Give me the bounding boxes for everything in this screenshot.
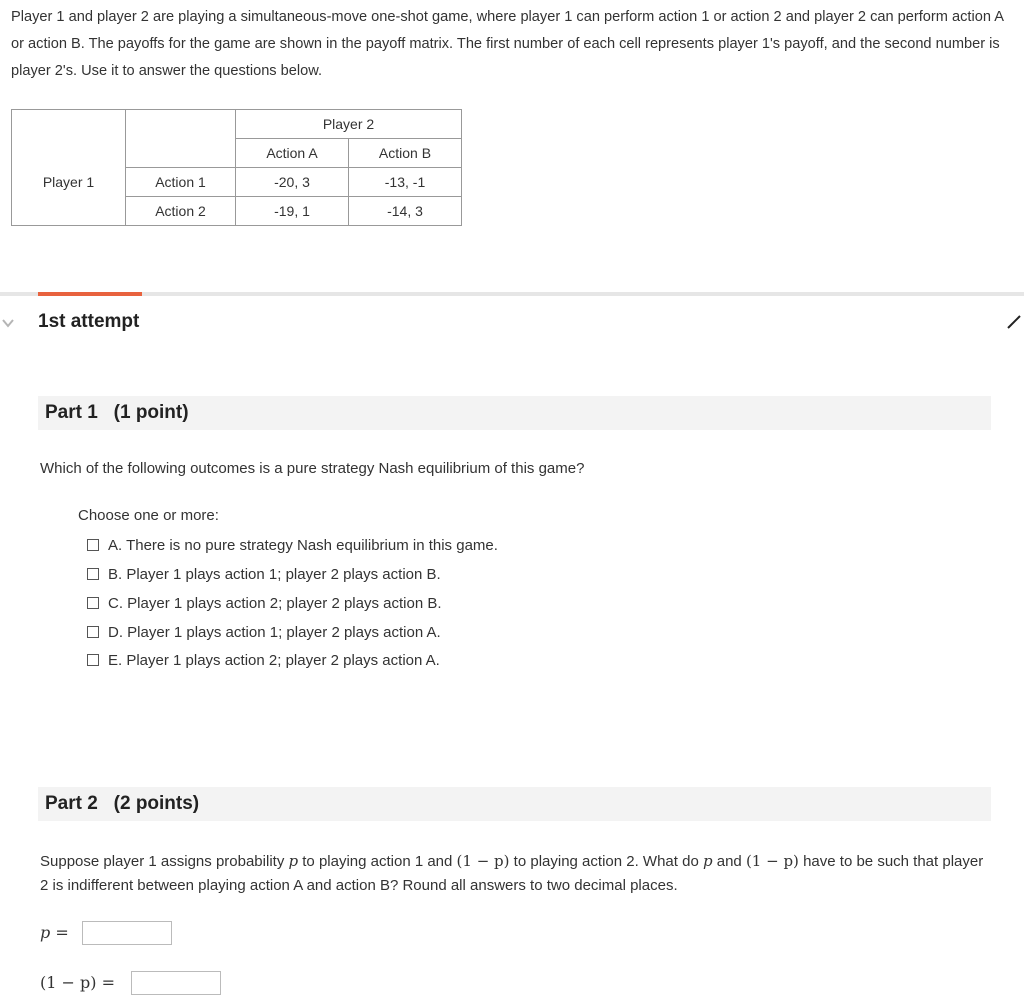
part1-title: Part 1 (1 point) [45,402,189,423]
attempt-heading[interactable]: 1st attempt [38,311,140,332]
edit-pencil-icon[interactable] [1006,312,1024,332]
chevron-down-icon[interactable] [2,315,14,331]
col-header-action-a: Action A [236,139,349,168]
payoff-cell: -19, 1 [236,197,349,226]
player2-label: Player 2 [236,110,462,139]
row-header-action-1: Action 1 [126,168,236,197]
p-answer-input[interactable] [82,921,172,945]
checkbox[interactable] [87,626,99,638]
part1-question: Which of the following outcomes is a pure strategy Nash equilibrium of this game? [40,460,585,477]
payoff-matrix [11,109,462,226]
one-minus-p-label: (1 − p) = [40,973,115,992]
matrix-corner [12,110,126,139]
choose-label: Choose one or more: [78,507,219,524]
option-a[interactable]: A. There is no pure strategy Nash equilibrium in this game. [87,537,498,557]
option-c[interactable]: C. Player 1 plays action 2; player 2 plays action B. [87,595,442,615]
matrix-corner [126,110,236,139]
option-e[interactable]: E. Player 1 plays action 2; player 2 plays action A. [87,652,440,672]
checkbox[interactable] [87,539,99,551]
payoff-cell: -14, 3 [349,197,462,226]
payoff-cell: -13, -1 [349,168,462,197]
part2-question: Suppose player 1 assigns probability p to playing action 1 and (1 − p) to playing action 2. What do p and (1 − p) have to be such that player 2 is indifferent between playing action A and action B? Round all answers to two decimal places. [40,852,984,894]
option-b[interactable]: B. Player 1 plays action 1; player 2 plays action B. [87,566,441,586]
checkbox[interactable] [87,654,99,666]
problem-intro: Player 1 and player 2 are playing a simultaneous-move one-shot game, where player 1 can perform action 1 or action 2 and player 2 can perform action A or action B. The payoffs for the game are shown in the payoff matrix. The first number of each cell represents player 1's payoff, and the second number is player 2's. Use it to answer the questions below. [11,9,1004,79]
part1-header [38,396,991,430]
option-d[interactable]: D. Player 1 plays action 1; player 2 plays action A. [87,624,441,644]
player1-label: Player 1 [12,168,126,197]
checkbox[interactable] [87,597,99,609]
payoff-cell: -20, 3 [236,168,349,197]
checkbox[interactable] [87,568,99,580]
p-label: p = [40,923,69,942]
part2-title: Part 2 (2 points) [45,793,200,814]
row-header-action-2: Action 2 [126,197,236,226]
col-header-action-b: Action B [349,139,462,168]
attempt-tab-indicator [38,292,142,296]
one-minus-p-answer-input[interactable] [131,971,221,995]
attempt-divider [0,292,1024,296]
part2-header [38,787,991,821]
